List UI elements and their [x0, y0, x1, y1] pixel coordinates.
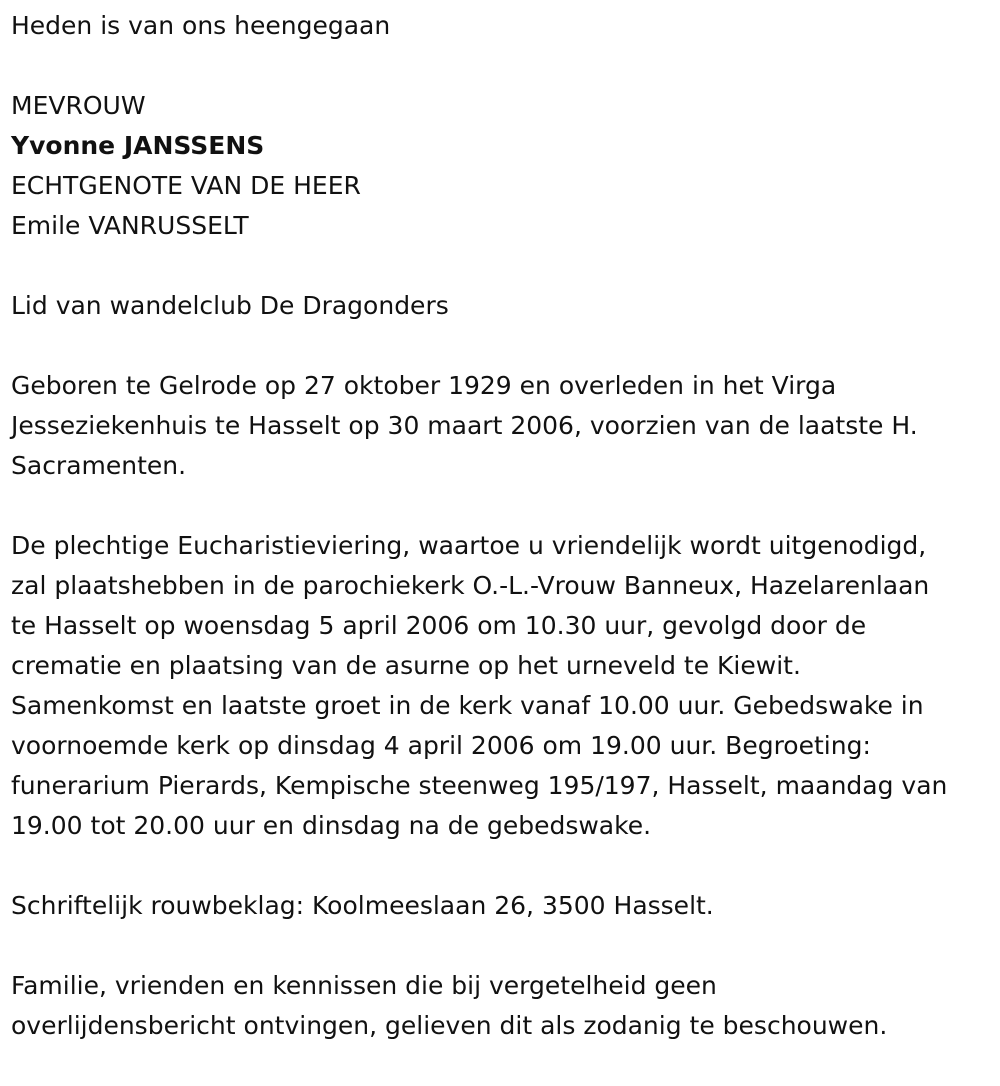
relation-text: ECHTGENOTE VAN DE HEER: [11, 171, 361, 200]
paragraph-line: Familie, vrienden en kennissen die bij vergetelheid geen: [11, 971, 717, 1000]
paragraph-line: Jesseziekenhuis te Hasselt op 30 maart 2006, voorzien van de laatste H.: [11, 411, 918, 440]
title-text: MEVROUW: [11, 91, 146, 120]
paragraph-line: 19.00 tot 20.00 uur en dinsdag na de gebedswake.: [11, 811, 652, 840]
spacer: [11, 326, 991, 366]
paragraph-line: voornoemde kerk op dinsdag 4 april 2006 om 19.00 uur. Begroeting:: [11, 731, 871, 760]
paragraph-line: zal plaatshebben in de parochiekerk O.-L.-Vrouw Banneux, Hazelarenlaan: [11, 571, 930, 600]
death-notice: [11, 6, 991, 1046]
paragraph-line: Sacramenten.: [11, 451, 187, 480]
spouse-name: Emile VANRUSSELT: [11, 211, 249, 240]
spacer: [11, 246, 991, 286]
paragraph-line: overlijdensbericht ontvingen, gelieven dit als zodanig te beschouwen.: [11, 1011, 888, 1040]
spacer: [11, 926, 991, 966]
condolence-address: Schriftelijk rouwbeklag: Koolmeeslaan 26, 3500 Hasselt.: [11, 891, 714, 920]
paragraph-line: Geboren te Gelrode op 27 oktober 1929 en overleden in het Virga: [11, 371, 837, 400]
intro-text: Heden is van ons heengegaan: [11, 11, 391, 40]
paragraph-line: Samenkomst en laatste groet in de kerk vanaf 10.00 uur. Gebedswake in: [11, 691, 924, 720]
ceremony-paragraph: [11, 526, 991, 846]
paragraph-line: te Hasselt op woensdag 5 april 2006 om 10.30 uur, gevolgd door de: [11, 611, 867, 640]
spacer: [11, 846, 991, 886]
spacer: [11, 46, 991, 86]
spacer: [11, 486, 991, 526]
deceased-name: Yvonne JANSSENS: [11, 131, 265, 160]
paragraph-line: crematie en plaatsing van de asurne op het urneveld te Kiewit.: [11, 651, 801, 680]
membership-text: Lid van wandelclub De Dragonders: [11, 291, 449, 320]
paragraph-line: De plechtige Eucharistieviering, waartoe u vriendelijk wordt uitgenodigd,: [11, 531, 927, 560]
birth-death-paragraph: [11, 366, 991, 486]
paragraph-line: funerarium Pierards, Kempische steenweg 195/197, Hasselt, maandag van: [11, 771, 948, 800]
closing-paragraph: [11, 966, 991, 1046]
